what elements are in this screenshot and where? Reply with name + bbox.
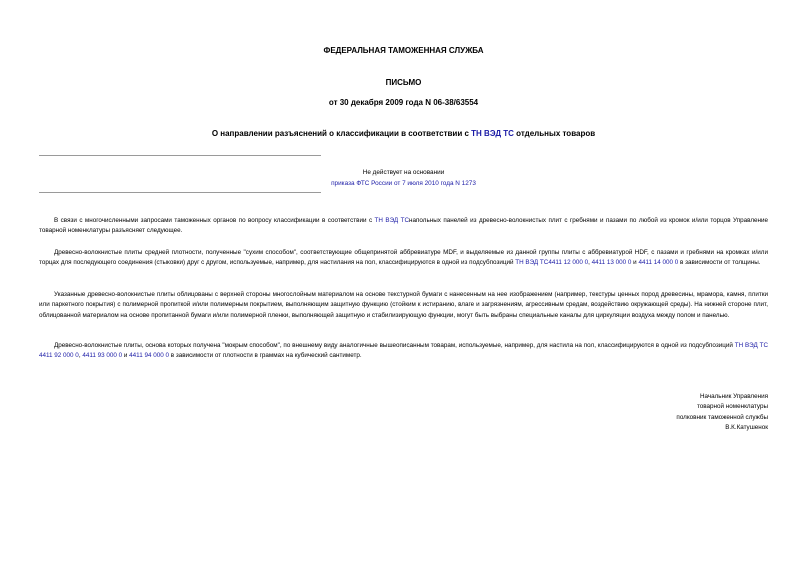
divider-top xyxy=(39,155,321,156)
organization-title: ФЕДЕРАЛЬНАЯ ТАМОЖЕННАЯ СЛУЖБА xyxy=(323,46,484,55)
paragraph-2-text-a: Древесно-волокнистые плиты средней плотности, полученные "сухим способом", соответствующие общепринятой аббревиатуре MDF, и выделяемые из данной группы плиты с аббревиатурой HDF, с пазами и гребнями на кромках и/или торцах для последующего соединения (стыковки) друг с другом, используемые, например, для настилания на пол, классифицируются в одной из подсубпозиций xyxy=(39,249,768,267)
subject-link-tn-ved[interactable]: ТН ВЭД ТС xyxy=(471,129,514,138)
subject-prefix: О направлении разъяснений о классификации в соответствии с xyxy=(211,129,472,138)
order-link[interactable]: приказа ФТС России от 7 июля 2010 года N 1273 xyxy=(331,180,476,187)
document-type: ПИСЬМО xyxy=(385,78,422,87)
paragraph-2-link-1[interactable]: ТН ВЭД ТС4411 12 000 0 xyxy=(515,259,589,267)
paragraph-4-link-3[interactable]: 4411 94 000 0 xyxy=(129,352,169,360)
signature-name: В.К.Катушенок xyxy=(725,423,768,431)
paragraph-4-link-1[interactable]: ТН ВЭД ТС 4411 92 000 0 xyxy=(39,342,768,360)
signature-department: товарной номенклатуры xyxy=(696,403,768,411)
paragraph-2-and: и xyxy=(631,259,639,267)
divider-bottom xyxy=(39,192,321,193)
paragraph-4-and: и xyxy=(122,352,130,360)
paragraph-1 xyxy=(39,216,768,237)
signature-rank: полковник таможенной службы xyxy=(676,413,768,421)
subject-suffix: отдельных товаров xyxy=(513,129,596,138)
paragraph-1-link-tn-ved[interactable]: ТН ВЭД ТС xyxy=(374,217,410,224)
status-note: Не действует на основании xyxy=(362,169,445,176)
paragraph-1-text-b: напольных панелей из древесно-волокнистых плит с гребнями и пазами по любой из кромок и/или торцов Управление товарной номенклатуры разъясняет следующее. xyxy=(39,217,768,235)
paragraph-4 xyxy=(39,341,768,362)
paragraph-3: Указанные древесно-волокнистые плиты облицованы с верхней стороны многослойным материалом на основе текстурной бумаги с нанесенным на нее изображением (например, текстуры ценных пород древесины, мрамора, камня, плитки или паркетного покрытия) с полимерной пропиткой и/или полимерным покрытием, выполняющим защитную функцию (стойким к истиранию, влаге и загрязнениям, агрессивным средам, воздействию окружающей среды). На нижней стороне плит, облицованной материалом на основе пропитанной бумаги и/или полимерной пленки, выполняющей защитную и стабилизирующую функции, могут быть выбраны специальные каналы для циркуляции воздуха между полом и панелью. xyxy=(39,291,768,319)
paragraph-4-sep: , xyxy=(78,352,83,360)
paragraph-4-text-a: Древесно-волокнистые плиты, основа которых получена "мокрым способом", по внешнему виду аналогичные вышеописанным товарам, используемые, например, для настила на пол, классифицируются в одной из подсубпозиций xyxy=(54,342,735,349)
signature-position: Начальник Управления xyxy=(699,393,768,400)
paragraph-2-link-2[interactable]: 4411 13 000 0 xyxy=(591,259,632,267)
paragraph-4-text-b: в зависимости от плотности в граммах на кубический сантиметр. xyxy=(168,352,362,360)
document-subject xyxy=(0,129,807,138)
paragraph-4-link-2[interactable]: 4411 93 000 0 xyxy=(82,352,123,360)
document-date-number: от 30 декабря 2009 года N 06-38/63554 xyxy=(328,98,479,107)
paragraph-2 xyxy=(39,248,768,269)
paragraph-2-text-b: в зависимости от толщины. xyxy=(678,259,761,267)
paragraph-1-text-a: В связи с многочисленными запросами таможенных органов по вопросу классификации в соответствии с xyxy=(54,217,375,224)
status-note-link-line xyxy=(0,180,807,187)
signature-block xyxy=(676,392,768,433)
paragraph-2-sep: , xyxy=(588,259,592,267)
paragraph-2-link-3[interactable]: 4411 14 000 0 xyxy=(638,259,679,267)
